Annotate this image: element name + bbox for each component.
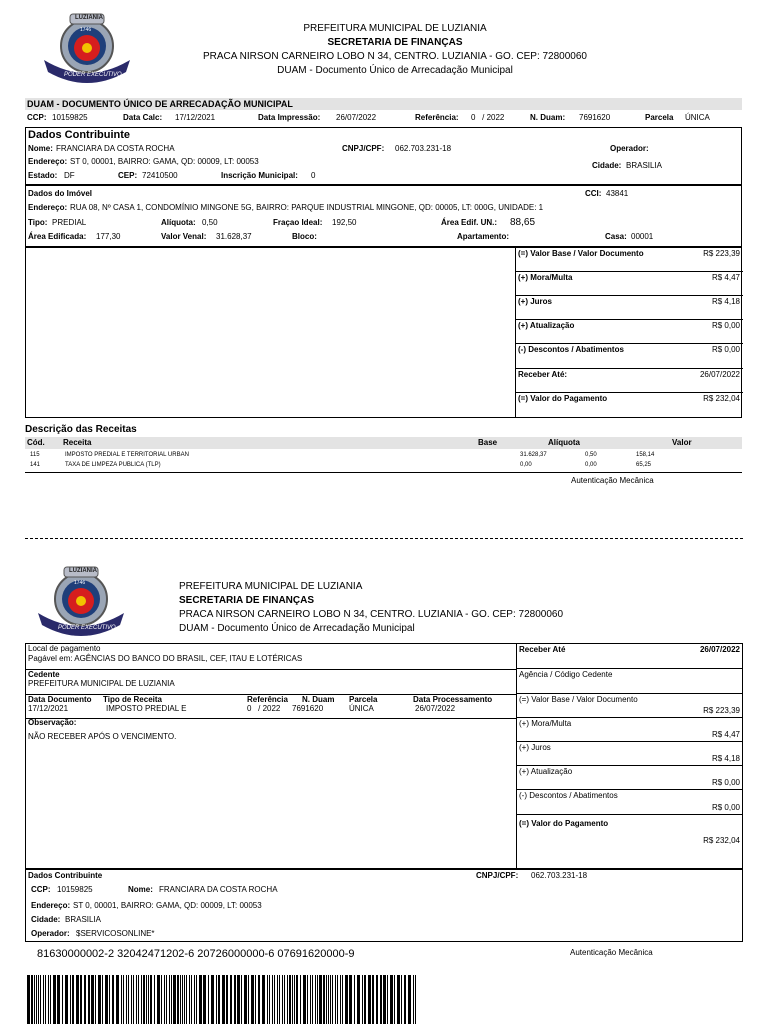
barcode-bar — [390, 975, 393, 1024]
barcode-bar — [251, 975, 254, 1024]
duam-title-bar — [25, 98, 742, 110]
contribuinte-box — [25, 127, 742, 185]
barcode-bar — [109, 975, 110, 1024]
valor-row: (-) Descontos / Abatimentos R$ 0,00 — [517, 790, 743, 815]
barcode-bar — [319, 975, 322, 1024]
barcode-bar — [121, 975, 122, 1024]
contribuinte-box-2 — [25, 869, 743, 942]
header-2-line3: PRACA NIRSON CARNEIRO LOBO N 34, CENTRO. LUZIANIA - GO. CEP: 72800060 — [179, 609, 564, 620]
barcode-bar — [296, 975, 298, 1024]
imovel-endereco-label: Endereço: — [28, 203, 68, 212]
barcode-bar — [154, 975, 155, 1024]
barcode-bar — [364, 975, 366, 1024]
barcode-bar — [354, 975, 355, 1024]
valor-row: (-) Descontos / Abatimentos R$ 0,00 — [516, 344, 743, 369]
barcode-bar — [230, 975, 232, 1024]
data-calc-label: Data Calc: — [123, 113, 163, 122]
barcode-bar — [368, 975, 371, 1024]
header-2-line4: DUAM - Documento Único de Arrecadação Municipal — [179, 623, 415, 634]
header-2 — [179, 581, 619, 634]
barcode-bar — [150, 975, 152, 1024]
barcode-bar — [387, 975, 388, 1024]
barcode-bar — [294, 975, 295, 1024]
header-1-line3: PRACA NIRSON CARNEIRO LOBO N 34, CENTRO. LUZIANIA - GO. CEP: 72800060 — [202, 51, 587, 62]
valor-row: (+) Juros R$ 4,18 — [517, 742, 743, 766]
barcode-bar — [143, 975, 145, 1024]
barcode-bar — [394, 975, 395, 1024]
barcode-bar — [45, 975, 46, 1024]
barcode-bar — [191, 975, 192, 1024]
contribuinte-title: Dados Contribuinte — [28, 129, 131, 141]
operador-label: Operador: — [610, 144, 649, 153]
barcode-bar — [189, 975, 190, 1024]
barcode-bar — [244, 975, 247, 1024]
cep-value: 72410500 — [142, 171, 178, 180]
parcela-value: ÚNICA — [685, 113, 710, 122]
barcode-bar — [40, 975, 41, 1024]
barcode-bar — [157, 975, 160, 1024]
barcode-bar — [72, 975, 74, 1024]
aliquota-label: Alíquota: — [161, 218, 196, 227]
barcode-bar — [27, 975, 30, 1024]
col-cod: Cód. — [27, 438, 45, 447]
barcode-bar — [326, 975, 327, 1024]
area-edificada-value: 177,30 — [96, 232, 121, 241]
data-calc-value: 17/12/2021 — [175, 113, 216, 122]
linha-digitavel: 81630000002-2 32042471202-6 20726000000-6 07691620000-9 — [37, 948, 355, 960]
barcode-bar — [330, 975, 331, 1024]
barcode-bar — [164, 975, 165, 1024]
barcode-bar — [258, 975, 260, 1024]
valor-row: (+) Atualização R$ 0,00 — [517, 766, 743, 790]
contribuinte2-operador-label: Operador: — [31, 929, 70, 938]
valores-column-2 — [516, 644, 743, 868]
cnpj-value: 062.703.231-18 — [395, 144, 452, 153]
info-line — [25, 113, 742, 125]
bloco-label: Bloco: — [292, 232, 317, 241]
contribuinte2-ccp-label: CCP: — [31, 885, 51, 894]
barcode-bar — [345, 975, 348, 1024]
nome-label: Nome: — [28, 144, 53, 153]
barcode-bar — [357, 975, 360, 1024]
col-valor: Valor — [672, 438, 692, 447]
observacao-cell: Observação: NÃO RECEBER APÓS O VENCIMENTO. — [28, 718, 177, 741]
area-edif-un-label: Área Edif. UN.: — [441, 218, 498, 227]
barcode-bar — [307, 975, 308, 1024]
valor-row: (+) Juros R$ 4,18 — [516, 296, 743, 320]
contribuinte2-cidade-value: BRASILIA — [65, 915, 102, 924]
valor-row: Receber Até: 26/07/2022 — [516, 369, 743, 393]
barcode-bar — [332, 975, 333, 1024]
barcode-bar — [123, 975, 124, 1024]
barcode-bar — [105, 975, 108, 1024]
barcode-bar — [184, 975, 185, 1024]
barcode-bar — [136, 975, 137, 1024]
barcode-bar — [216, 975, 217, 1024]
contribuinte2-endereco-value: ST 0, 00001, BAIRRO: GAMA, QD: 00009, LT: 00053 — [73, 901, 262, 910]
barcode-bar — [397, 975, 400, 1024]
endereco-value: ST 0, 00001, BAIRRO: GAMA, QD: 00009, LT: 00053 — [70, 157, 259, 166]
barcode-bar — [342, 975, 343, 1024]
cnpj-label: CNPJ/CPF: — [342, 144, 385, 153]
duam-title: DUAM - DOCUMENTO ÚNICO DE ARRECADAÇÃO MUNICIPAL — [27, 99, 293, 109]
barcode-bar — [88, 975, 90, 1024]
col-receita: Receita — [63, 438, 92, 447]
agencia-cell: Agência / Código Cedente — [517, 669, 743, 694]
barcode-bar — [53, 975, 56, 1024]
aliquota-value: 0,50 — [202, 218, 218, 227]
nome-value: FRANCIARA DA COSTA ROCHA — [56, 144, 175, 153]
endereco-label: Endereço: — [28, 157, 68, 166]
barcode-bar — [312, 975, 313, 1024]
barcode-bar — [34, 975, 35, 1024]
barcode-bar — [138, 975, 139, 1024]
data-impressao-label: Data Impressão: — [258, 113, 321, 122]
barcode-bar — [84, 975, 86, 1024]
barcode-bar — [376, 975, 378, 1024]
imovel-endereco-value: RUA 08, Nº CASA 1, CONDOMÍNIO MINGONE 5G, BAIRRO: PARQUE INDUSTRIAL MINGONE, QD: 00005, LT: 000G, UNIDADE: 1 — [70, 203, 544, 212]
barcode-bar — [274, 975, 275, 1024]
barcode-bar — [255, 975, 256, 1024]
barcode-bar — [262, 975, 265, 1024]
inscricao-label: Inscrição Municipal: — [221, 171, 298, 180]
contribuinte2-cnpj-label: CNPJ/CPF: — [476, 871, 519, 880]
logo-banner-text: PODER EXECUTIVO — [64, 72, 122, 78]
valor-venal-value: 31.628,37 — [216, 232, 252, 241]
contribuinte2-nome-label: Nome: — [128, 885, 153, 894]
barcode-bar — [173, 975, 176, 1024]
valor-row: (=) Valor do Pagamento R$ 232,04 — [518, 394, 740, 403]
table-bottom-rule — [25, 472, 742, 473]
barcode-bar — [237, 975, 240, 1024]
barcode-bar — [196, 975, 197, 1024]
valor-venal-label: Valor Venal: — [161, 232, 207, 241]
barcode-bar — [279, 975, 280, 1024]
barcode-bar — [408, 975, 411, 1024]
barcode-bar — [50, 975, 51, 1024]
barcode-bar — [272, 975, 273, 1024]
barcode-bar — [65, 975, 68, 1024]
tipo-value: PREDIAL — [52, 218, 87, 227]
city-seal-logo — [42, 8, 132, 88]
receitas-header — [25, 437, 742, 449]
barcode-bar — [218, 975, 220, 1024]
barcode-bar — [383, 975, 386, 1024]
contribuinte2-operador-value: $SERVICOSONLINE* — [76, 929, 155, 938]
doc-info-cell: Data Documento 17/12/2021 Tipo de Receita IMPOSTO PREDIAL E Referência 0 / 2022 N. Duam 7691620 Parcela ÚNICA Data Processamento 26/07/2022 — [26, 694, 516, 719]
col-aliquota: Alíquota — [548, 438, 580, 447]
local-cell: Local de pagamento Pagável em: AGÊNCIAS DO BANCO DO BRASIL, CEF, ITAU E LOTÉRICAS — [26, 644, 516, 670]
n-duam-label: N. Duam: — [530, 113, 566, 122]
barcode-bar — [372, 975, 374, 1024]
barcode-bar — [404, 975, 406, 1024]
barcode-bar — [38, 975, 39, 1024]
data-impressao-value: 26/07/2022 — [336, 113, 377, 122]
barcode-bar — [287, 975, 288, 1024]
apartamento-label: Apartamento: — [457, 232, 510, 241]
barcode-bar — [282, 975, 283, 1024]
logo-year: 1746 — [74, 580, 86, 586]
valores-section-1 — [25, 247, 742, 418]
header-1-line4: DUAM - Documento Único de Arrecadação Municipal — [277, 65, 513, 76]
barcode-bar — [380, 975, 382, 1024]
city-seal-logo — [36, 561, 126, 641]
barcode-bar — [80, 975, 82, 1024]
barcode — [27, 975, 417, 1024]
barcode-bar — [222, 975, 225, 1024]
contribuinte2-cnpj-value: 062.703.231-18 — [531, 871, 588, 880]
barcode-bar — [323, 975, 325, 1024]
col-base: Base — [478, 438, 498, 447]
valor-row: (+) Mora/Multa R$ 4,47 — [517, 718, 743, 742]
contribuinte2-title: Dados Contribuinte — [28, 871, 103, 880]
barcode-bar — [284, 975, 285, 1024]
estado-value: DF — [64, 171, 75, 180]
barcode-bar — [186, 975, 187, 1024]
barcode-bar — [148, 975, 149, 1024]
fracao-value: 192,50 — [332, 218, 357, 227]
barcode-bar — [95, 975, 96, 1024]
barcode-bar — [116, 975, 119, 1024]
contribuinte2-nome-value: FRANCIARA DA COSTA ROCHA — [159, 885, 278, 894]
valor-row: (+) Atualização R$ 0,00 — [516, 320, 743, 344]
barcode-bar — [133, 975, 134, 1024]
barcode-bar — [267, 975, 268, 1024]
autenticacao-2: Autenticação Mecânica — [570, 948, 653, 957]
logo-top-text: LUZIANIA — [69, 568, 97, 574]
barcode-bar — [226, 975, 228, 1024]
imovel-title: Dados do Imóvel — [28, 189, 93, 198]
barcode-bar — [335, 975, 336, 1024]
barcode-bar — [171, 975, 172, 1024]
barcode-bar — [70, 975, 71, 1024]
valores-column-1 — [515, 248, 743, 417]
referencia-value: 0 / 2022 — [471, 113, 505, 122]
barcode-bar — [199, 975, 202, 1024]
estado-label: Estado: — [28, 171, 58, 180]
valor-row: (=) Valor do Pagamento R$ 232,04 — [519, 819, 740, 845]
barcode-bar — [203, 975, 206, 1024]
table-row: 141 TAXA DE LIMPEZA PUBLICA (TLP) 0,00 0,00 65,25 — [30, 462, 652, 468]
barcode-bar — [177, 975, 179, 1024]
valor-row: (=) Valor Base / Valor Documento R$ 223,39 — [517, 694, 743, 718]
barcode-bar — [161, 975, 162, 1024]
barcode-bar — [234, 975, 236, 1024]
barcode-bar — [169, 975, 170, 1024]
parcela-label: Parcela — [645, 113, 674, 122]
barcode-bar — [91, 975, 94, 1024]
barcode-bar — [128, 975, 129, 1024]
cedente-cell: Cedente PREFEITURA MUNICIPAL DE LUZIANIA — [26, 669, 516, 695]
inscricao-value: 0 — [311, 171, 316, 180]
header-2-line2: SECRETARIA DE FINANÇAS — [179, 595, 315, 606]
cidade-value: BRASILIA — [626, 161, 663, 170]
barcode-bar — [62, 975, 63, 1024]
ccp-label: CCP: — [27, 113, 47, 122]
barcode-bar — [337, 975, 338, 1024]
barcode-bar — [76, 975, 79, 1024]
barcode-bar — [292, 975, 293, 1024]
header-1-line2: SECRETARIA DE FINANÇAS — [327, 37, 463, 48]
cut-line — [25, 538, 743, 539]
barcode-bar — [315, 975, 316, 1024]
logo-year: 1746 — [80, 27, 92, 33]
barcode-bar — [289, 975, 291, 1024]
barcode-bar — [211, 975, 214, 1024]
barcode-bar — [349, 975, 352, 1024]
table-row: 115 IMPOSTO PREDIAL E TERRITORIAL URBAN 31.628,37 0,50 158,14 — [30, 452, 655, 458]
cci-label: CCI: — [585, 189, 602, 198]
barcode-bar — [248, 975, 249, 1024]
barcode-bar — [182, 975, 183, 1024]
barcode-bar — [241, 975, 242, 1024]
casa-value: 00001 — [631, 232, 654, 241]
area-edif-un-value: 88,65 — [510, 217, 536, 228]
barcode-bar — [413, 975, 414, 1024]
barcode-bar — [194, 975, 195, 1024]
area-edificada-label: Área Edificada: — [28, 232, 87, 241]
barcode-bar — [98, 975, 101, 1024]
barcode-bar — [102, 975, 103, 1024]
barcode-bar — [303, 975, 306, 1024]
barcode-bar — [43, 975, 44, 1024]
valor-row: (=) Valor Base / Valor Documento R$ 223,39 — [516, 248, 743, 272]
receber-ate-cell: Receber Até 26/07/2022 — [517, 644, 743, 669]
valor-row: (+) Mora/Multa R$ 4,47 — [516, 272, 743, 296]
barcode-bar — [131, 975, 132, 1024]
barcode-bar — [277, 975, 278, 1024]
barcode-bar — [166, 975, 167, 1024]
logo-top-text: LUZIANIA — [75, 15, 103, 21]
fracao-label: Fraçao Ideal: — [273, 218, 323, 227]
receitas-title: Descrição das Receitas — [25, 424, 137, 435]
barcode-bar — [415, 975, 416, 1024]
tipo-label: Tipo: — [28, 218, 48, 227]
barcode-bar — [48, 975, 49, 1024]
barcode-bar — [208, 975, 209, 1024]
barcode-bar — [36, 975, 37, 1024]
referencia-label: Referência: — [415, 113, 459, 122]
header-1-line1: PREFEITURA MUNICIPAL DE LUZIANIA — [303, 23, 487, 34]
barcode-bar — [362, 975, 363, 1024]
barcode-bar — [146, 975, 147, 1024]
contribuinte2-endereco-label: Endereço: — [31, 901, 71, 910]
boleto-box — [25, 643, 743, 869]
cci-value: 43841 — [606, 189, 629, 198]
barcode-bar — [328, 975, 329, 1024]
n-duam-value: 7691620 — [579, 113, 611, 122]
barcode-bar — [401, 975, 402, 1024]
cidade-label: Cidade: — [592, 161, 622, 170]
barcode-bar — [31, 975, 33, 1024]
imovel-box — [25, 185, 742, 247]
barcode-bar — [57, 975, 60, 1024]
autenticacao-1: Autenticação Mecânica — [571, 476, 654, 485]
contribuinte2-ccp-value: 10159825 — [57, 885, 93, 894]
barcode-bar — [317, 975, 318, 1024]
contribuinte2-cidade-label: Cidade: — [31, 915, 61, 924]
barcode-bar — [310, 975, 311, 1024]
header-2-line1: PREFEITURA MUNICIPAL DE LUZIANIA — [179, 581, 363, 592]
barcode-bar — [340, 975, 341, 1024]
ccp-value: 10159825 — [52, 113, 88, 122]
header-1 — [200, 23, 590, 76]
barcode-bar — [141, 975, 142, 1024]
barcode-bar — [112, 975, 114, 1024]
barcode-bar — [126, 975, 127, 1024]
casa-label: Casa: — [605, 232, 627, 241]
barcode-bar — [269, 975, 270, 1024]
barcode-bar — [180, 975, 181, 1024]
barcode-bar — [300, 975, 301, 1024]
logo-banner-text: PODER EXECUTIVO — [58, 625, 116, 631]
cep-label: CEP: — [118, 171, 138, 180]
